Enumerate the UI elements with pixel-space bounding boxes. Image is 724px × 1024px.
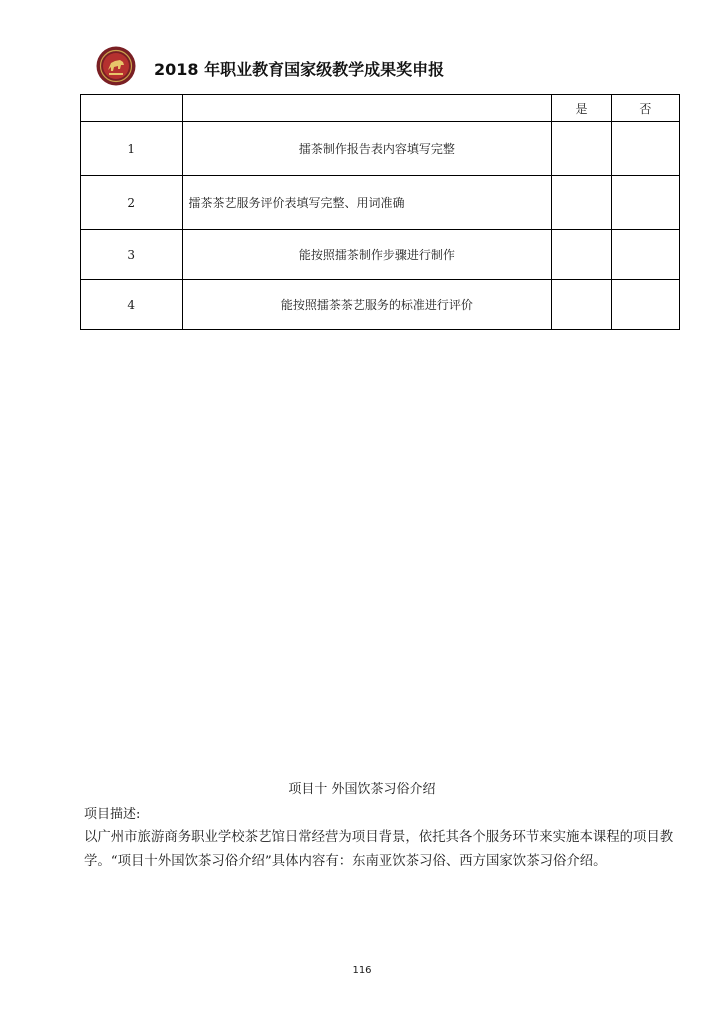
row-no-cell [611, 176, 679, 230]
table-row [81, 176, 680, 230]
row-no-cell [611, 230, 679, 280]
evaluation-checklist-table [80, 94, 680, 330]
row-yes-cell [552, 122, 611, 176]
project-title: 项目十 外国饮茶习俗介绍 [288, 782, 436, 797]
header-no-cell: 否 [611, 95, 679, 122]
header-item-cell [182, 95, 552, 122]
table-row [81, 230, 680, 280]
table-header-row [81, 95, 680, 122]
row-item: 擂茶制作报告表内容填写完整 [182, 122, 552, 176]
school-emblem-icon [96, 46, 136, 86]
header-number-cell [81, 95, 183, 122]
table-row [81, 122, 680, 176]
row-number: 3 [81, 230, 183, 280]
row-item: 擂茶茶艺服务评价表填写完整、用词准确 [182, 176, 552, 230]
row-number: 2 [81, 176, 183, 230]
row-no-cell [611, 280, 679, 330]
header-title: 2018 年职业教育国家级教学成果奖申报 [154, 60, 445, 79]
row-yes-cell [552, 176, 611, 230]
row-number: 4 [81, 280, 183, 330]
row-item: 能按照擂茶制作步骤进行制作 [182, 230, 552, 280]
page-number: 116 [352, 965, 372, 976]
description-label: 项目描述: [84, 807, 141, 822]
project-description: 以广州市旅游商务职业学校茶艺馆日常经营为项目背景，依托其各个服务环节来实施本课程的项目教学。“项目十外国饮茶习俗介绍”具体内容有：东南亚饮茶习俗、西方国家饮茶习俗介绍。 [84, 830, 674, 869]
page-header [96, 46, 656, 88]
row-yes-cell [552, 280, 611, 330]
row-item: 能按照擂茶茶艺服务的标准进行评价 [182, 280, 552, 330]
header-yes-cell: 是 [552, 95, 611, 122]
table-row [81, 280, 680, 330]
row-yes-cell [552, 230, 611, 280]
row-no-cell [611, 122, 679, 176]
row-number: 1 [81, 122, 183, 176]
